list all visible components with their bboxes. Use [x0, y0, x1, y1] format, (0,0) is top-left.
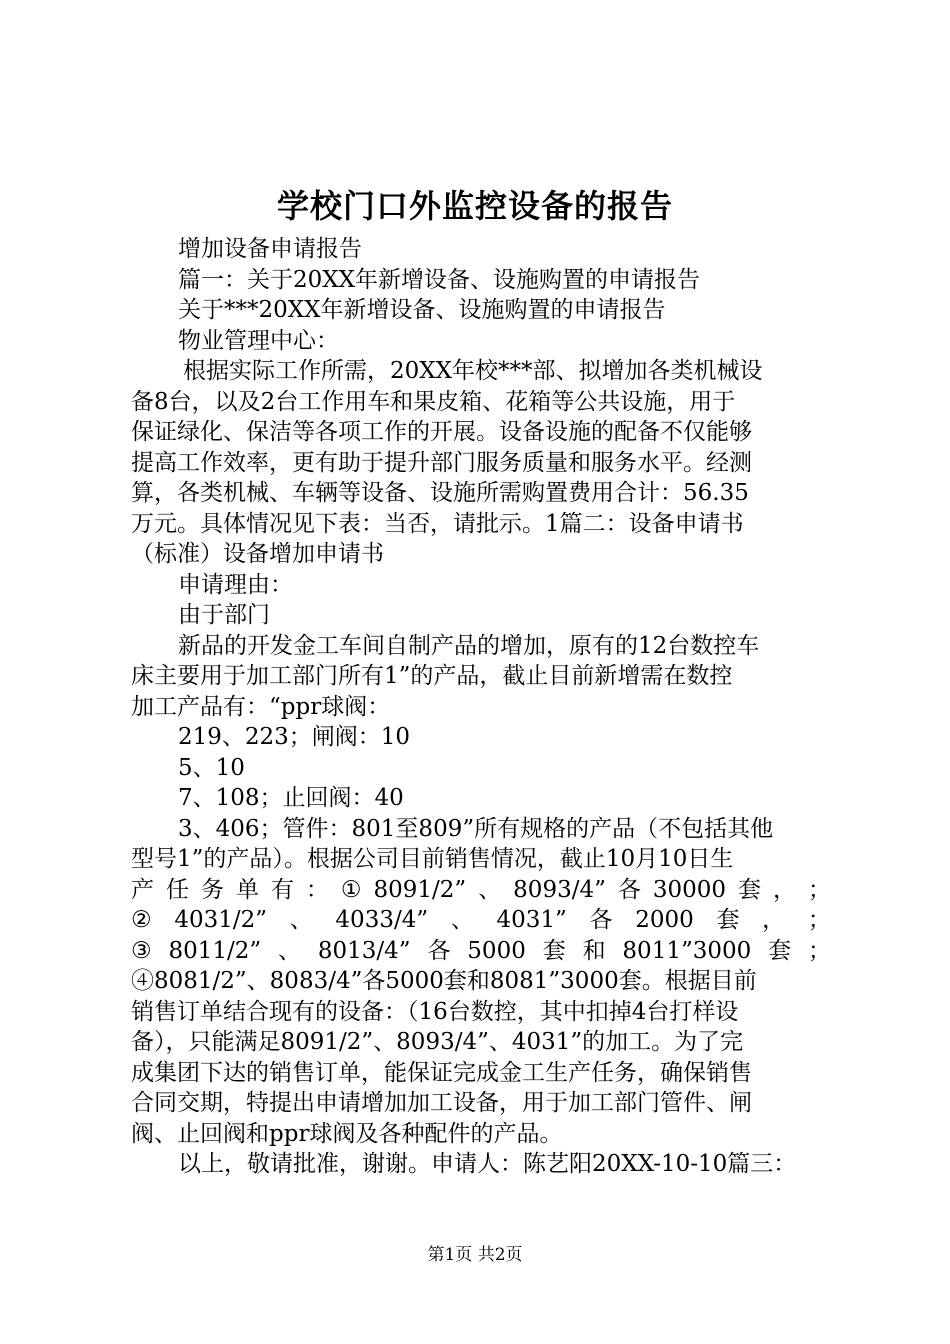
paragraph-line: 增加设备申请报告: [178, 236, 362, 262]
paragraph-line: 219、223；闸阀：10: [178, 724, 411, 750]
paragraph-line: 备），只能满足8091/2”、8093/4”、4031”的加工。为了完: [131, 1029, 744, 1055]
text-token: ，: [762, 907, 786, 933]
paragraph-line: 万元。具体情况见下表：当否，请批示。1篇二：设备申请书: [131, 510, 744, 537]
text-token: 单: [235, 876, 259, 903]
text-token: 套: [716, 907, 740, 933]
text-token: ；: [807, 937, 831, 964]
paragraph-line: 型号1”的产品）。根据公司目前销售情况，截止10月10日生: [131, 846, 734, 872]
text-token: 套: [737, 876, 761, 903]
text-token: 、: [450, 907, 474, 933]
paragraph-line: 申请理由：: [178, 571, 293, 598]
text-token: 任: [165, 876, 189, 903]
paragraph-line: 篇一：关于20XX年新增设备、设施购置的申请报告: [178, 266, 701, 293]
text-token: ②: [131, 907, 152, 933]
text-token: 套: [768, 937, 792, 964]
text-token: 8011”3000: [622, 937, 752, 964]
paragraph-line: 成集团下达的销售订单，能保证完成金工生产任务，确保销售: [131, 1059, 752, 1086]
paragraph-line: 阀、止回阀和ppr球阀及各种配件的产品。: [131, 1120, 563, 1147]
text-token: 4031/2”: [174, 907, 268, 933]
paragraph-line: 提高工作效率，更有助于提升部门服务质量和服务水平。经测: [131, 449, 752, 476]
text-token: 2000: [635, 907, 694, 933]
justified-line: [131, 936, 831, 967]
paragraph-line: 以上，敬请批准，谢谢。申请人：陈艺阳20XX-10-10篇三：: [178, 1151, 797, 1177]
paragraph-line: 关于***20XX年新增设备、设施购置的申请报告: [178, 297, 666, 323]
paragraph-line: 销售订单结合现有的设备：（16台数控，其中扣掉4台打样设: [131, 998, 739, 1025]
paragraph-line: 7、108；止回阀：40: [178, 785, 404, 811]
document-title: 学校门口外监控设备的报告: [276, 187, 673, 225]
text-token: 4031”: [496, 907, 567, 933]
text-token: 务: [200, 876, 224, 903]
text-token: 5000: [467, 937, 526, 964]
text-token: 各: [617, 876, 641, 903]
text-token: 套: [542, 937, 566, 964]
justified-line: [131, 875, 831, 906]
text-token: 8011/2”: [168, 937, 262, 964]
text-token: ；: [807, 907, 831, 933]
paragraph-line: 加工产品有：“ppr球阀：: [131, 693, 391, 720]
text-token: ③: [131, 937, 152, 964]
text-token: 各: [427, 937, 451, 964]
text-token: 30000: [652, 876, 726, 903]
justified-line: [131, 905, 831, 936]
text-token: 有: [270, 876, 294, 903]
text-token: ；: [807, 876, 831, 903]
text-token: ，: [772, 876, 796, 903]
paragraph-line: 5、10: [178, 754, 245, 781]
text-token: ①: [340, 876, 362, 903]
text-token: 各: [589, 907, 613, 933]
paragraph-line: （标准）设备增加申请书: [131, 541, 384, 567]
text-token: 8091/2”: [373, 876, 467, 903]
paragraph-line: 保证绿化、保洁等各项工作的开展。设备设施的配备不仅能够: [131, 419, 752, 445]
paragraph-line: ④8081/2”、8083/4”各5000套和8081”3000套。根据目前: [131, 968, 757, 994]
text-token: 、: [278, 937, 302, 964]
page-footer: 第1页 共2页: [427, 1245, 523, 1265]
text-token: 8093/4”: [513, 876, 606, 903]
paragraph-line: 3、406；管件：801至809”所有规格的产品（不包括其他: [178, 815, 774, 842]
text-token: 产: [131, 876, 154, 903]
paragraph-line: 算，各类机械、车辆等设备、设施所需购置费用合计：56.35: [131, 480, 749, 506]
text-token: 和: [582, 937, 606, 964]
paragraph-line: 新品的开发金工车间自制产品的增加，原有的12台数控车: [178, 632, 760, 659]
paragraph-line: 备8台，以及2台工作用车和果皮箱、花箱等公共设施，用于: [131, 388, 736, 415]
text-token: 、: [289, 907, 313, 933]
paragraph-line: 根据实际工作所需，20XX年校***部、拟增加各类机械设: [183, 358, 763, 384]
text-token: 4033/4”: [335, 907, 429, 933]
paragraph-line: 由于部门: [178, 602, 270, 628]
text-token: 、: [478, 876, 502, 903]
paragraph-line: 合同交期，特提出申请增加加工设备，用于加工部门管件、闸: [131, 1090, 752, 1116]
text-token: ：: [305, 876, 329, 903]
document-body: [131, 234, 831, 1180]
text-token: 8013/4”: [317, 937, 411, 964]
paragraph-line: 物业管理中心：: [178, 327, 339, 354]
paragraph-line: 床主要用于加工部门所有1”的产品，截止目前新增需在数控: [131, 663, 733, 689]
